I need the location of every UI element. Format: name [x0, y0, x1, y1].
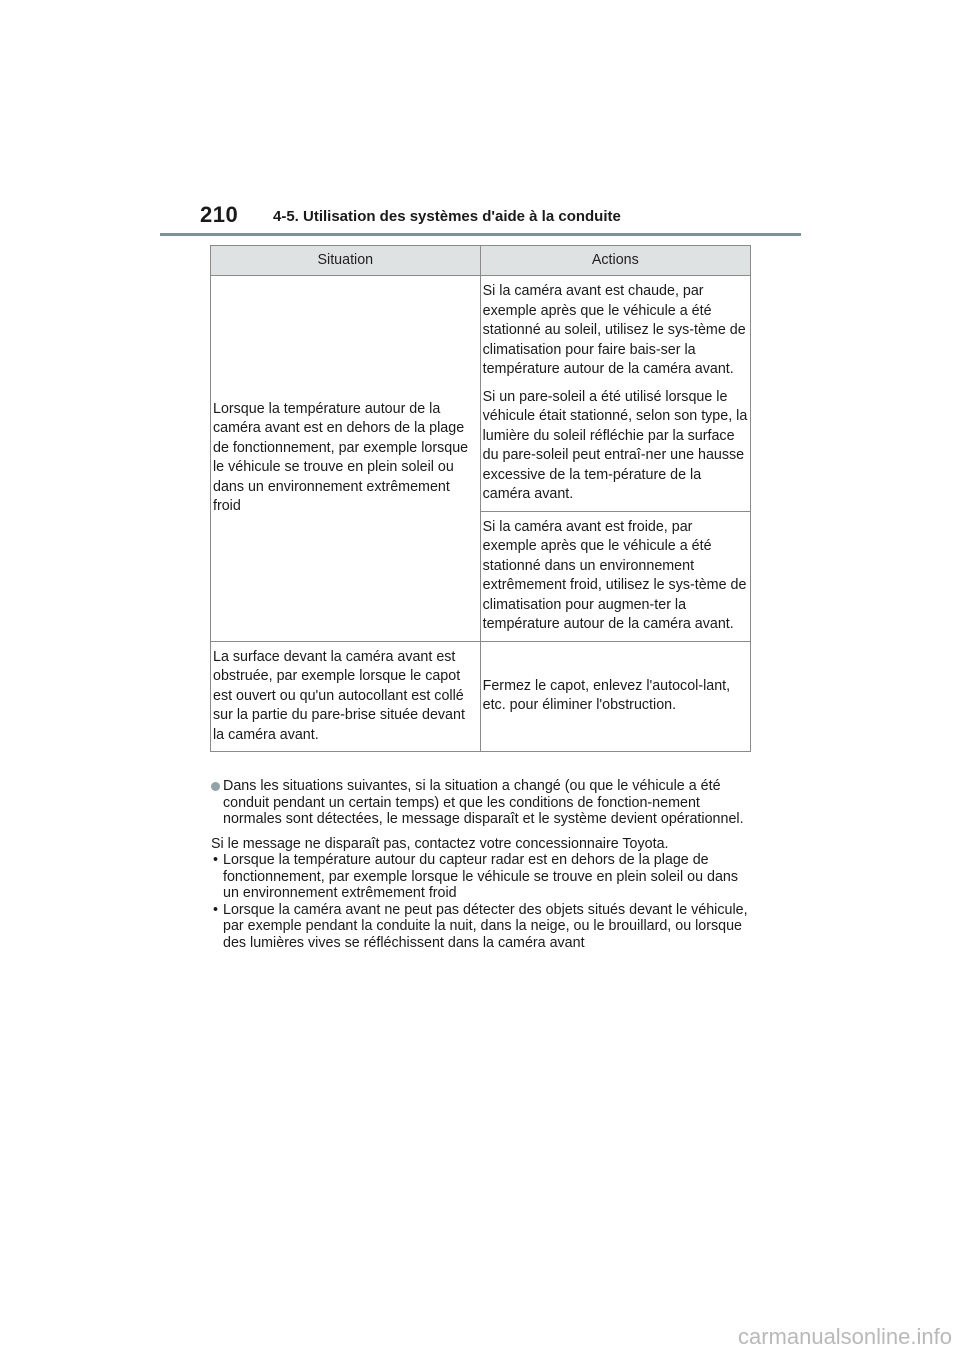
list-item — [211, 902, 756, 952]
list-item — [211, 852, 756, 902]
bullet-dot-icon — [211, 782, 220, 791]
action-text: Si la caméra avant est chaude, par exemple après que le véhicule a été stationné au soleil, utilisez le sys-tème de climatisation pour faire bais-ser la température autour de la caméra avant. — [482, 283, 746, 377]
column-header-actions: Actions — [480, 246, 750, 276]
section-title: 4-5. Utilisation des systèmes d'aide à la conduite — [273, 208, 621, 225]
action-cell: Fermez le capot, enlevez l'autocol-lant, etc. pour éliminer l'obstruction. — [480, 641, 750, 752]
situation-actions-table — [210, 245, 751, 752]
situation-cell: La surface devant la caméra avant est obstruée, par exemple lorsque le capot est ouvert ou qu'un autocollant est collé sur la partie du pare-brise située devant la caméra avant. — [211, 641, 481, 752]
situation-cell: Lorsque la température autour de la caméra avant est en dehors de la plage de fonctionnement, par exemple lorsque le véhicule se trouve en plein soleil ou dans un environnement extrêmement froid — [211, 276, 481, 642]
column-header-situation: Situation — [211, 246, 481, 276]
page-header — [160, 200, 800, 234]
bullet-note — [211, 778, 756, 828]
list-item-text: Lorsque la caméra avant ne peut pas détecter des objets situés devant le véhicule, par exemple pendant la conduite la nuit, dans la neige, ou le brouillard, ou lorsque des lumières vives se réfléchissent dans la caméra avant — [223, 901, 748, 951]
list-item-text: Lorsque la température autour du capteur radar est en dehors de la plage de fonctionnement, par exemple lorsque le véhicule se trouve en plein soleil ou dans un environnement extrêmement froid — [223, 852, 739, 901]
table-row — [211, 276, 751, 512]
list-bullet-icon: • — [213, 901, 219, 918]
table-row — [211, 641, 751, 752]
notes-section — [211, 778, 756, 951]
condition-list — [211, 852, 756, 951]
table-header-row — [211, 246, 751, 276]
watermark: carmanualsonline.info — [737, 1324, 952, 1349]
list-bullet-icon: • — [213, 852, 219, 868]
action-text: Si la caméra avant est froide, par exemple après que le véhicule a été stationné dans un environnement extrêmement froid, utilisez le sys-tème de climatisation pour augmen-ter la température autour de la caméra avant. — [482, 518, 747, 632]
page-number: 210 — [200, 202, 239, 227]
bullet-note-text: Dans les situations suivantes, si la situation a changé (ou que le véhicule a été conduit pendant un certain temps) et que les conditions de fonction-nement normales sont détectées, le message disparaît et le système devient opérationnel. — [223, 778, 744, 827]
header-divider — [160, 233, 801, 236]
action-text: Si un pare-soleil a été utilisé lorsque le véhicule était stationné, selon son type, la lumière du soleil réfléchie par la surface du pare-soleil peut entraî-ner une hausse excessive de la tem-pérature de la caméra avant. — [482, 388, 748, 502]
action-cell — [480, 276, 750, 512]
contact-note: Si le message ne disparaît pas, contactez votre concessionnaire Toyota. — [211, 835, 669, 852]
action-cell — [480, 511, 750, 641]
